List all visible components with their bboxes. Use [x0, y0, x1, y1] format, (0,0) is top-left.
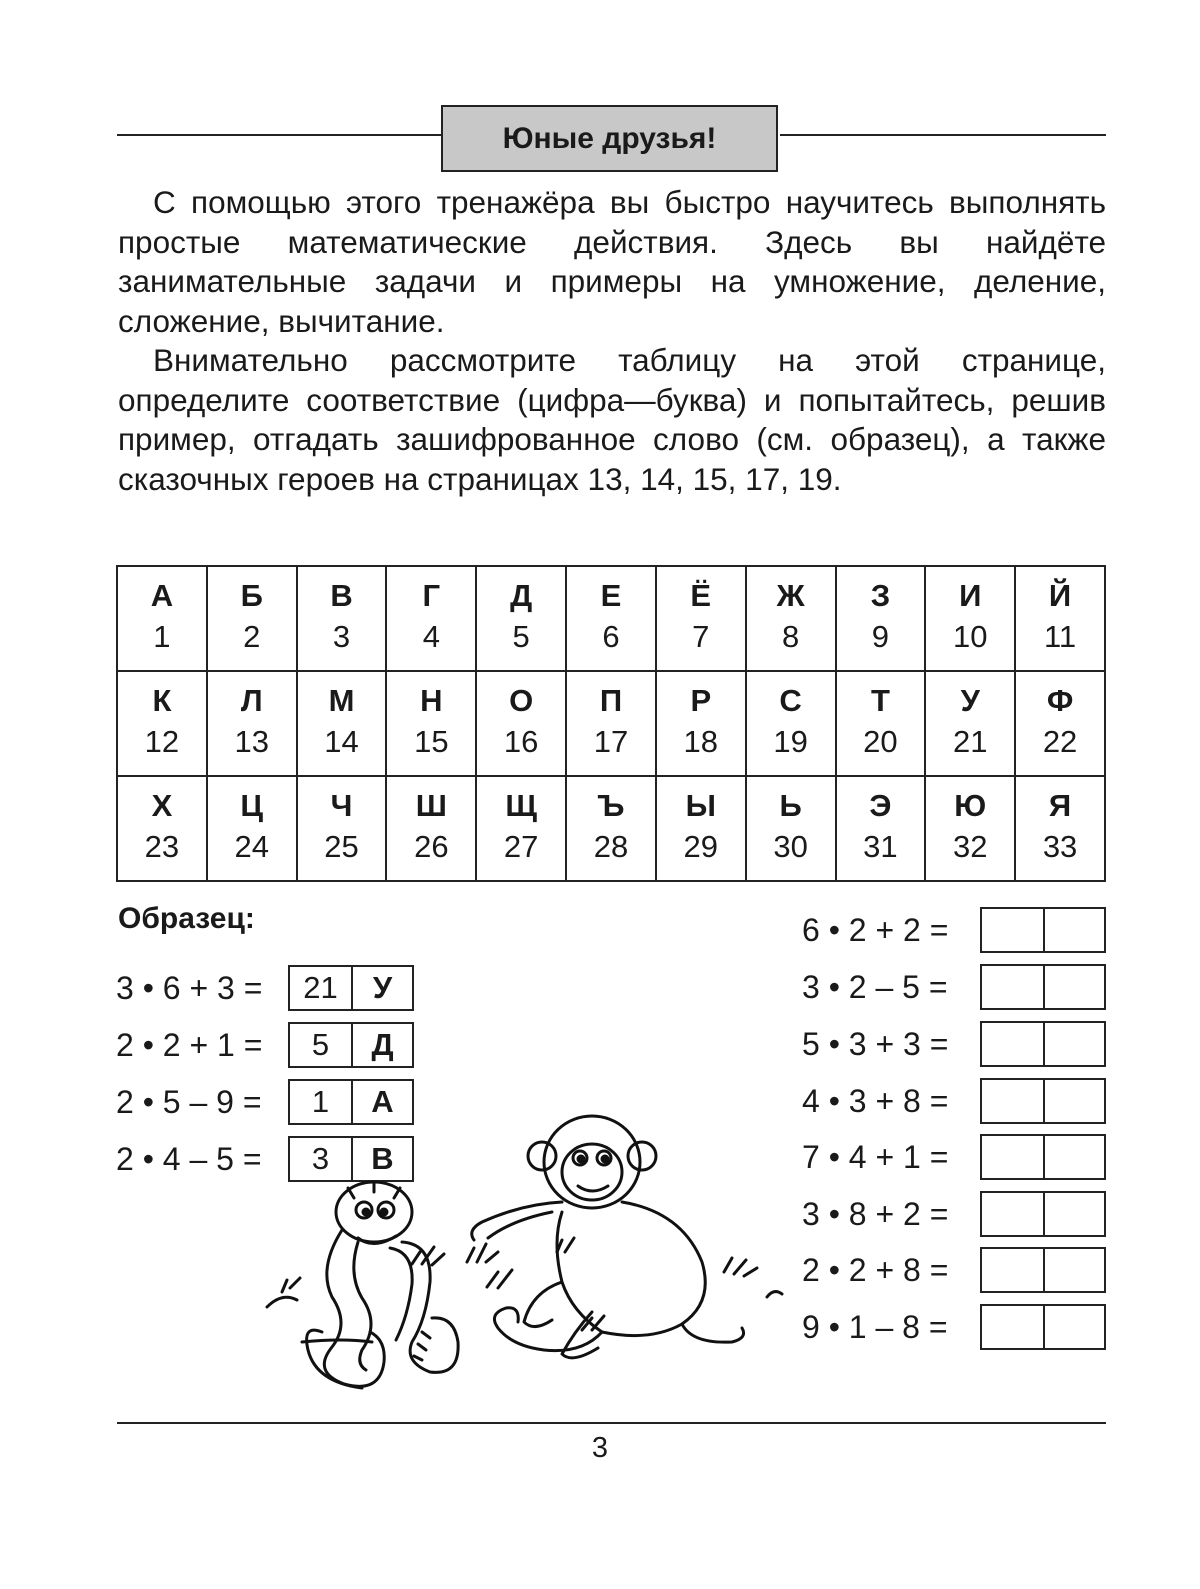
answer-boxes — [980, 907, 1106, 953]
answer-boxes — [288, 1022, 414, 1068]
alphabet-cell — [207, 566, 297, 671]
alphabet-letter: Ж — [776, 577, 805, 613]
alphabet-letter: А — [150, 577, 174, 613]
alphabet-number: 4 — [422, 618, 440, 654]
alphabet-number: 17 — [593, 723, 629, 759]
alphabet-number: 23 — [144, 828, 180, 864]
answer-number-input[interactable] — [982, 966, 1043, 1008]
exercise-equation — [802, 1191, 1106, 1237]
alphabet-row — [117, 566, 1105, 671]
alphabet-letter: Л — [240, 682, 263, 718]
alphabet-cell — [476, 776, 566, 881]
alphabet-cell — [925, 776, 1015, 881]
alphabet-number: 22 — [1042, 723, 1078, 759]
page-title: Юные друзья! — [441, 105, 778, 172]
alphabet-letter: З — [870, 577, 891, 613]
answer-boxes — [980, 1191, 1106, 1237]
intro-paragraph: Внимательно рассмотрите таблицу на этой странице, определите соответствие (цифра—буква) и попытайтесь, решив пример, отгадать зашифрованное слово (см. образец), а также сказочных героев на страницах 13, 14, 15, 17, 19. — [118, 342, 1106, 497]
alphabet-number: 26 — [414, 828, 449, 864]
alphabet-cell — [1015, 671, 1105, 776]
alphabet-letter: К — [152, 682, 172, 718]
alphabet-cell — [476, 671, 566, 776]
alphabet-cell — [1015, 776, 1105, 881]
alphabet-number: 15 — [414, 723, 449, 759]
answer-boxes — [980, 1021, 1106, 1067]
alphabet-number: 28 — [593, 828, 629, 864]
alphabet-number: 29 — [683, 828, 719, 864]
equation-expression: 9 • 1 – 8 = — [802, 1308, 948, 1345]
alphabet-letter: Ф — [1046, 682, 1074, 718]
alphabet-number: 7 — [692, 618, 710, 654]
alphabet-cell — [117, 776, 207, 881]
exercise-equation — [802, 1134, 1106, 1180]
alphabet-cell — [656, 776, 746, 881]
alphabet-number: 12 — [144, 723, 180, 759]
alphabet-letter: Т — [870, 682, 890, 718]
alphabet-letter: Н — [420, 682, 443, 718]
alphabet-table — [116, 565, 1106, 882]
alphabet-number: 14 — [324, 723, 359, 759]
alphabet-letter: Э — [869, 787, 892, 823]
intro-text — [118, 183, 1106, 499]
sample-equation — [116, 1022, 414, 1068]
alphabet-cell — [925, 566, 1015, 671]
alphabet-letter: Е — [600, 577, 622, 613]
answer-number-cell: 21 — [303, 970, 338, 1005]
alphabet-letter: И — [959, 577, 982, 613]
sample-title: Образец: — [118, 902, 255, 935]
equation-expression: 3 • 6 + 3 = — [116, 969, 263, 1006]
answer-number-cell: 5 — [311, 1027, 330, 1062]
alphabet-number: 31 — [863, 828, 898, 864]
answer-number-input[interactable] — [982, 1306, 1043, 1348]
alphabet-letter: Ш — [415, 787, 447, 823]
alphabet-number: 1 — [153, 618, 171, 654]
answer-number-input[interactable] — [982, 909, 1043, 951]
alphabet-number: 32 — [952, 828, 988, 864]
alphabet-cell — [297, 776, 387, 881]
page-number: 3 — [591, 1432, 609, 1464]
answer-letter-input[interactable] — [1043, 1249, 1104, 1291]
alphabet-cell — [207, 776, 297, 881]
alphabet-letter: Ц — [240, 787, 264, 823]
alphabet-cell — [117, 671, 207, 776]
alphabet-number: 21 — [952, 723, 988, 759]
equation-expression: 4 • 3 + 8 = — [802, 1082, 949, 1119]
alphabet-number: 11 — [1043, 618, 1077, 654]
answer-boxes — [980, 1134, 1106, 1180]
exercise-equation — [802, 1304, 1106, 1350]
alphabet-cell — [925, 671, 1015, 776]
alphabet-cell — [836, 671, 926, 776]
equation-expression: 2 • 2 + 1 = — [116, 1026, 263, 1063]
alphabet-cell — [386, 671, 476, 776]
title-rule-left — [117, 134, 442, 136]
alphabet-cell — [836, 776, 926, 881]
alphabet-letter: Х — [151, 787, 173, 823]
alphabet-letter: Й — [1048, 577, 1072, 613]
alphabet-cell — [566, 776, 656, 881]
answer-number-cell: 3 — [311, 1141, 330, 1176]
equation-expression: 2 • 4 – 5 = — [116, 1140, 262, 1177]
alphabet-cell — [746, 671, 836, 776]
answer-number-input[interactable] — [982, 1193, 1043, 1235]
answer-letter-cell: В — [351, 1138, 412, 1180]
alphabet-number: 33 — [1042, 828, 1078, 864]
alphabet-cell — [207, 671, 297, 776]
alphabet-cell — [386, 566, 476, 671]
alphabet-letter: М — [328, 682, 355, 718]
alphabet-cell — [476, 566, 566, 671]
snake-and-monkey-illustration-icon — [262, 1092, 787, 1402]
answer-letter-cell: А — [351, 1081, 412, 1123]
alphabet-letter: П — [599, 682, 623, 718]
alphabet-number: 2 — [243, 618, 261, 654]
intro-paragraph: С помощью этого тренажёра вы быстро научитесь выполнять простые математические действия. Здесь вы найдёте занимательные задачи и примеры на умножение, деление, сложение, вычитание. — [118, 184, 1106, 339]
alphabet-number: 27 — [503, 828, 539, 864]
alphabet-number: 13 — [234, 723, 269, 759]
equation-expression: 6 • 2 + 2 = — [802, 911, 949, 948]
alphabet-number: 25 — [324, 828, 359, 864]
alphabet-row — [117, 776, 1105, 881]
alphabet-letter: У — [960, 682, 980, 718]
exercise-equation — [802, 1078, 1106, 1124]
alphabet-cell — [297, 671, 387, 776]
alphabet-letter: Д — [510, 577, 533, 613]
alphabet-cell — [566, 671, 656, 776]
answer-letter-input[interactable] — [1043, 1080, 1104, 1122]
answer-letter-cell: Д — [351, 1024, 412, 1066]
alphabet-number: 9 — [871, 618, 890, 654]
answer-boxes — [980, 964, 1106, 1010]
exercise-equation — [802, 1021, 1106, 1067]
exercise-equation — [802, 907, 1106, 953]
equation-expression: 7 • 4 + 1 = — [802, 1138, 949, 1175]
alphabet-number: 5 — [512, 618, 530, 654]
alphabet-number: 30 — [773, 828, 808, 864]
alphabet-letter: Ё — [690, 577, 712, 613]
answer-letter-cell: У — [351, 967, 412, 1009]
alphabet-letter: Г — [422, 577, 441, 613]
answer-letter-input[interactable] — [1043, 909, 1104, 951]
answer-letter-input[interactable] — [1043, 1306, 1104, 1348]
equation-expression: 2 • 2 + 8 = — [802, 1251, 949, 1288]
alphabet-letter: Р — [690, 682, 712, 718]
equation-expression: 3 • 2 – 5 = — [802, 968, 948, 1005]
alphabet-number: 10 — [952, 618, 988, 654]
alphabet-letter: Ь — [779, 787, 802, 823]
alphabet-number: 16 — [503, 723, 539, 759]
exercise-equation — [802, 964, 1106, 1010]
alphabet-row — [117, 671, 1105, 776]
alphabet-cell — [297, 566, 387, 671]
alphabet-number: 8 — [781, 618, 800, 654]
answer-boxes — [980, 1078, 1106, 1124]
alphabet-letter: Я — [1048, 787, 1072, 823]
alphabet-letter: Ю — [954, 787, 987, 823]
answer-boxes — [980, 1304, 1106, 1350]
answer-letter-input[interactable] — [1043, 1193, 1104, 1235]
alphabet-letter: В — [330, 577, 353, 613]
equation-expression: 3 • 8 + 2 = — [802, 1195, 949, 1232]
alphabet-cell — [836, 566, 926, 671]
alphabet-cell — [117, 566, 207, 671]
alphabet-number: 18 — [683, 723, 719, 759]
answer-letter-input[interactable] — [1043, 1023, 1104, 1065]
sample-equation — [116, 965, 414, 1011]
alphabet-letter: Б — [240, 577, 263, 613]
alphabet-cell — [746, 776, 836, 881]
answer-boxes — [980, 1247, 1106, 1293]
alphabet-letter: С — [779, 682, 802, 718]
alphabet-number: 20 — [863, 723, 898, 759]
alphabet-cell — [1015, 566, 1105, 671]
alphabet-number: 24 — [234, 828, 269, 864]
alphabet-letter: Ъ — [597, 787, 625, 823]
answer-number-input[interactable] — [982, 1023, 1043, 1065]
answer-letter-input[interactable] — [1043, 1136, 1104, 1178]
alphabet-number: 3 — [332, 618, 351, 654]
answer-number-input[interactable] — [982, 1136, 1043, 1178]
answer-number-input[interactable] — [982, 1080, 1043, 1122]
alphabet-cell — [386, 776, 476, 881]
exercise-equation — [802, 1247, 1106, 1293]
answer-number-input[interactable] — [982, 1249, 1043, 1291]
alphabet-cell — [566, 566, 656, 671]
alphabet-cell — [656, 566, 746, 671]
alphabet-letter: О — [509, 682, 534, 718]
title-rule-right — [780, 134, 1106, 136]
equation-expression: 2 • 5 – 9 = — [116, 1083, 262, 1120]
alphabet-letter: Щ — [505, 787, 537, 823]
alphabet-number: 6 — [602, 618, 620, 654]
alphabet-letter: Ы — [685, 787, 716, 823]
alphabet-number: 19 — [773, 723, 808, 759]
answer-number-cell: 1 — [311, 1084, 330, 1119]
answer-letter-input[interactable] — [1043, 966, 1104, 1008]
equation-expression: 5 • 3 + 3 = — [802, 1025, 949, 1062]
alphabet-cell — [656, 671, 746, 776]
alphabet-cell — [746, 566, 836, 671]
answer-boxes — [288, 965, 414, 1011]
footer-rule — [117, 1422, 1106, 1424]
alphabet-letter: Ч — [330, 787, 353, 823]
